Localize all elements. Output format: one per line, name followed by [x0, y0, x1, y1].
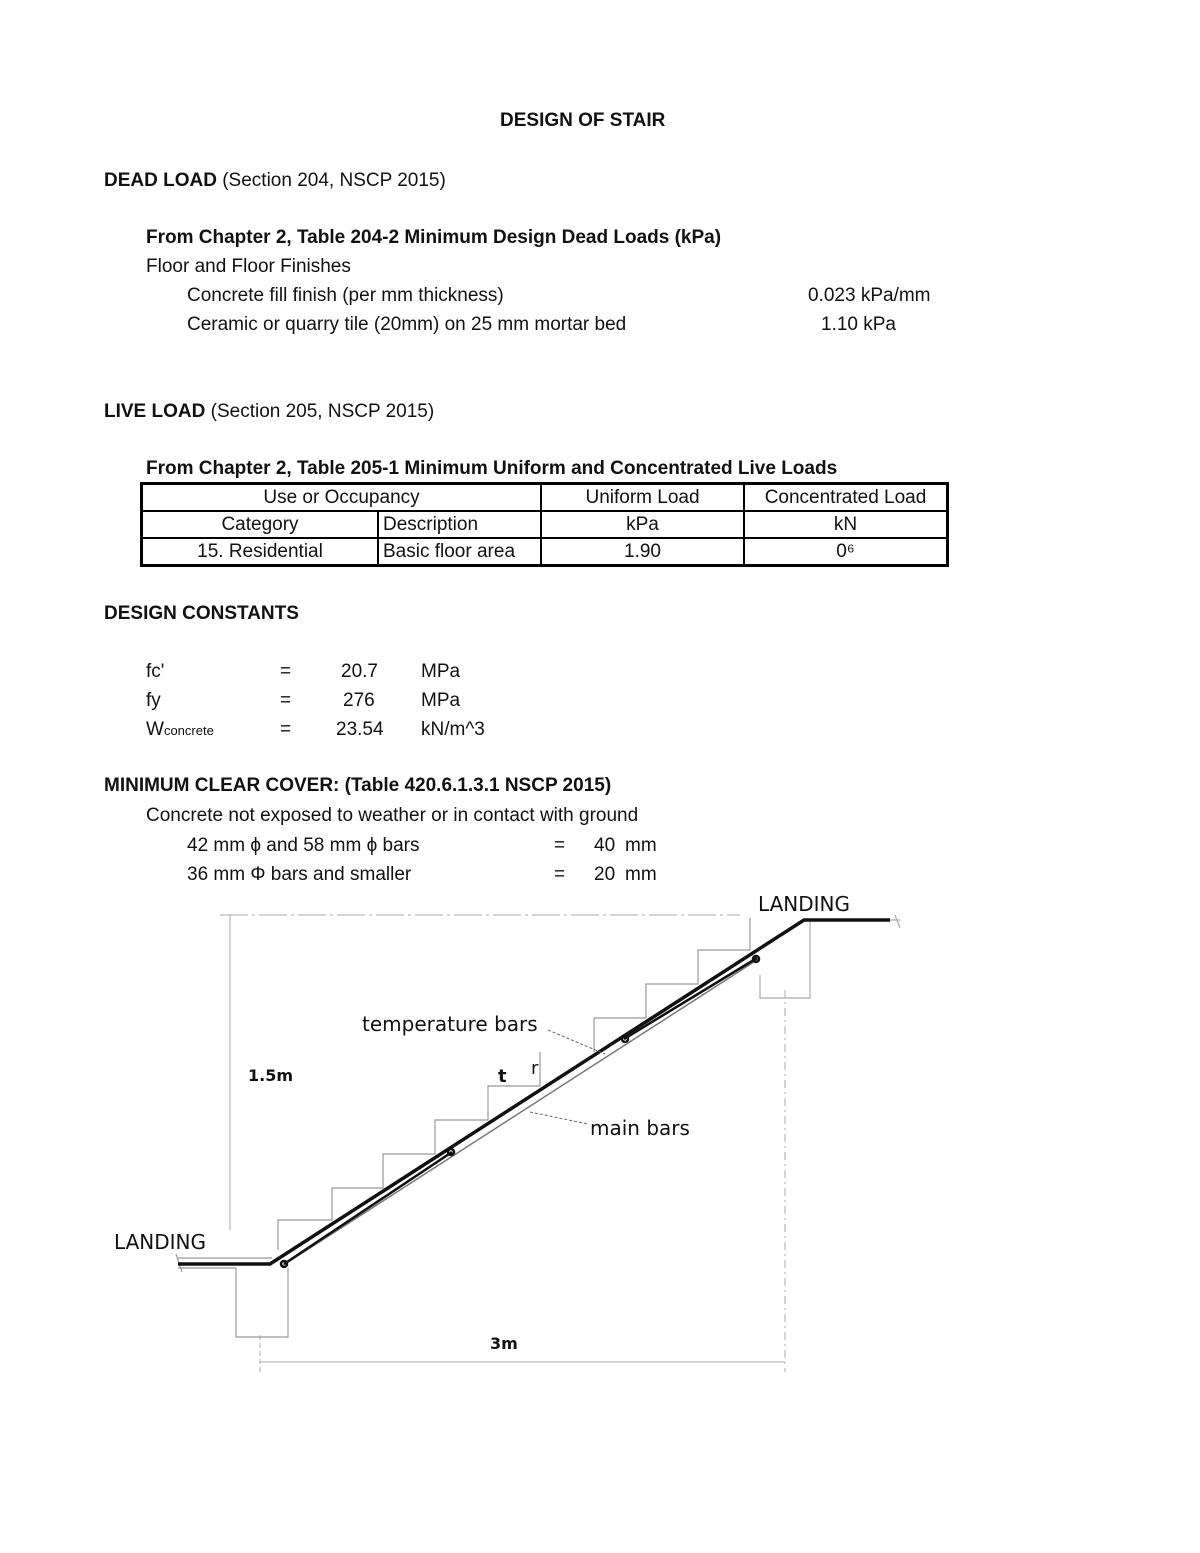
stair-steps: [278, 918, 750, 1250]
tread-label: t: [498, 1066, 507, 1087]
riser-label: r: [531, 1058, 539, 1079]
live-load-table-ref: From Chapter 2, Table 205-1 Minimum Uniform and Concentrated Live Loads: [146, 458, 838, 479]
clear-cover-unit: mm: [625, 864, 657, 885]
bottom-support: [176, 1254, 288, 1337]
constant-unit: MPa: [421, 690, 461, 711]
dead-load-ref: (Section 204, NSCP 2015): [222, 170, 446, 191]
design-constants-heading: DESIGN CONSTANTS: [104, 603, 299, 624]
dead-load-item-value: 0.023 kPa/mm: [808, 285, 931, 306]
stair-slab: [178, 920, 890, 1266]
clear-cover-value: 40: [594, 835, 616, 856]
main-bars-label: main bars: [590, 1116, 690, 1140]
dead-load-item-label: Concrete fill finish (per mm thickness): [187, 285, 504, 306]
live-load-ref: (Section 205, NSCP 2015): [210, 401, 435, 422]
cell-category: 15. Residential: [142, 538, 379, 566]
constant-symbol: fc': [146, 661, 165, 682]
constant-value: 276: [343, 690, 375, 711]
cell-uniform: 1.90: [541, 538, 744, 566]
clear-cover-eq: =: [554, 835, 566, 856]
constant-eq: =: [280, 719, 292, 740]
header-description: Description: [378, 511, 541, 538]
cell-description: Basic floor area: [378, 538, 541, 566]
temperature-bars-leader: [548, 1030, 605, 1054]
header-kpa: kPa: [541, 511, 744, 538]
top-support: [760, 915, 900, 998]
main-bars-leader: [530, 1112, 588, 1124]
temperature-bars-label: temperature bars: [362, 1012, 538, 1036]
constant-value: 20.7: [341, 661, 378, 682]
constant-eq: =: [280, 661, 292, 682]
bottom-beam-outline: [236, 1268, 288, 1337]
clear-cover-unit: mm: [625, 835, 657, 856]
dead-load-category: Floor and Floor Finishes: [146, 256, 351, 277]
dead-load-item-label: Ceramic or quarry tile (20mm) on 25 mm mortar bed: [187, 314, 627, 335]
dead-load-table-ref: From Chapter 2, Table 204-2 Minimum Design Dead Loads (kPa): [146, 227, 722, 248]
upper-steps: [594, 918, 750, 1052]
height-label: 1.5m: [248, 1066, 294, 1085]
cell-concentrated: 0⁶: [744, 538, 948, 566]
constant-symbol: fy: [146, 690, 161, 711]
landing-bottom-label: LANDING: [114, 1230, 207, 1254]
live-load-heading: LIVE LOAD: [104, 401, 206, 422]
clear-cover-condition: Concrete not exposed to weather or in contact with ground: [146, 805, 639, 826]
header-concentrated-load: Concentrated Load: [744, 484, 948, 512]
dead-load-item-value: 1.10 kPa: [821, 314, 896, 335]
slab-top-line: [178, 920, 890, 1264]
constant-subscript: concrete: [163, 723, 214, 738]
landing-top-label: LANDING: [758, 892, 851, 916]
slab-bottom-line: [282, 958, 760, 1266]
header-category: Category: [142, 511, 379, 538]
dimension-lines: [220, 915, 785, 1375]
constant-unit: MPa: [421, 661, 461, 682]
clear-cover-label: 42 mm ϕ and 58 mm ϕ bars: [187, 835, 420, 856]
top-landing-break: [895, 915, 900, 928]
clear-cover-label: 36 mm Φ bars and smaller: [187, 864, 412, 885]
constant-unit: kN/m^3: [421, 719, 485, 740]
lower-main-bar: [284, 1152, 452, 1264]
clear-cover-eq: =: [554, 864, 566, 885]
dead-load-heading: DEAD LOAD: [104, 170, 217, 191]
header-kn: kN: [744, 511, 948, 538]
upper-main-bar: [624, 958, 757, 1039]
header-uniform-load: Uniform Load: [541, 484, 744, 512]
constant-symbol: W: [146, 719, 164, 740]
constant-eq: =: [280, 690, 292, 711]
length-label: 3m: [490, 1334, 518, 1353]
page-title: DESIGN OF STAIR: [500, 110, 666, 131]
clear-cover-value: 20: [594, 864, 616, 885]
header-use-occupancy: Use or Occupancy: [142, 484, 542, 512]
clear-cover-heading: MINIMUM CLEAR COVER: (Table 420.6.1.3.1 NSCP 2015): [104, 775, 612, 796]
constant-value: 23.54: [336, 719, 384, 740]
